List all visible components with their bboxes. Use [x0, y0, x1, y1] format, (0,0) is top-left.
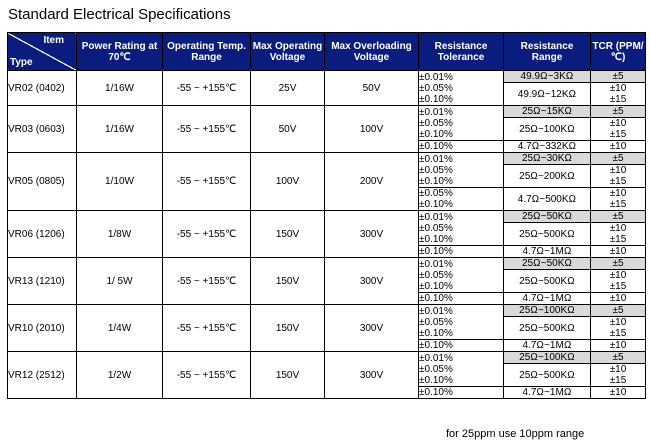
cell-line: ±0.10%	[419, 233, 453, 245]
tcr-cell	[591, 258, 646, 270]
cell-line: ±0.01%	[419, 258, 453, 270]
max-operating-voltage-cell: 150V	[251, 305, 325, 352]
footnote: for 25ppm use 10ppm range	[446, 428, 585, 440]
tolerance-cell	[419, 305, 504, 340]
spec-body	[8, 71, 646, 399]
cell-line: ±0.10%	[419, 175, 453, 187]
table-row	[8, 71, 646, 83]
table-row	[8, 305, 646, 317]
temp-range-cell: -55 ~ +155℃	[163, 106, 251, 153]
max-operating-voltage-cell: 50V	[251, 106, 325, 153]
cell-line: ±0.10%	[419, 128, 453, 140]
max-overloading-voltage-cell: 300V	[325, 211, 419, 258]
max-overloading-voltage-cell: 300V	[325, 352, 419, 399]
power-rating-cell: 1/16W	[77, 106, 163, 153]
tolerance-cell	[419, 246, 504, 258]
cell-line: ±5	[612, 305, 624, 316]
range-cell: 25Ω~500KΩ	[504, 270, 591, 293]
cell-line: ±10	[609, 141, 627, 152]
range-cell: 4.7Ω~1MΩ	[504, 246, 591, 258]
tolerance-cell	[419, 293, 504, 305]
page-title: Standard Electrical Specifications	[8, 6, 231, 23]
header-max-overloading-voltage: Max Overloading Voltage	[325, 33, 419, 71]
max-overloading-voltage-cell: 300V	[325, 258, 419, 305]
cell-line: ±5	[612, 153, 624, 164]
range-cell: 25Ω~50KΩ	[504, 211, 591, 223]
tcr-cell	[591, 305, 646, 317]
tolerance-cell	[419, 153, 504, 188]
cell-line: ±0.05%	[419, 269, 453, 281]
cell-line: ±0.01%	[419, 352, 453, 364]
cell-line: ±10	[609, 270, 627, 281]
power-rating-cell: 1/10W	[77, 153, 163, 211]
type-cell: VR05 (0805)	[8, 153, 77, 211]
tolerance-cell	[419, 211, 504, 246]
power-rating-cell: 1/8W	[77, 211, 163, 258]
range-cell: 4.7Ω~1MΩ	[504, 293, 591, 305]
range-cell: 4.7Ω~500KΩ	[504, 188, 591, 211]
tcr-cell	[591, 246, 646, 258]
max-operating-voltage-cell: 150V	[251, 211, 325, 258]
cell-line: ±0.01%	[419, 106, 453, 118]
power-rating-cell: 1/2W	[77, 352, 163, 399]
header-resistance-range: Resistance Range	[504, 33, 591, 71]
spec-table	[7, 32, 646, 399]
cell-line: ±0.10%	[419, 93, 453, 105]
range-cell: 25Ω~500KΩ	[504, 317, 591, 340]
max-operating-voltage-cell: 25V	[251, 71, 325, 106]
type-cell: VR12 (2512)	[8, 352, 77, 399]
header-operating-temp: Operating Temp. Range	[163, 33, 251, 71]
tcr-cell	[591, 188, 646, 211]
cell-line: ±5	[612, 106, 624, 117]
cell-line: ±0.05%	[419, 82, 453, 94]
cell-line: ±10	[609, 246, 627, 257]
temp-range-cell: -55 ~ +155℃	[163, 153, 251, 211]
tolerance-cell	[419, 106, 504, 141]
cell-line: ±0.10%	[419, 387, 453, 398]
header-type-label: Type	[10, 57, 33, 68]
cell-line: ±10	[609, 317, 627, 328]
type-cell: VR13 (1210)	[8, 258, 77, 305]
type-cell: VR06 (1206)	[8, 211, 77, 258]
type-cell: VR02 (0402)	[8, 71, 77, 106]
tolerance-cell	[419, 258, 504, 293]
tcr-cell	[591, 270, 646, 293]
cell-line: ±0.10%	[419, 374, 453, 386]
cell-line: ±10	[609, 364, 627, 375]
cell-line: ±0.10%	[419, 246, 453, 257]
tolerance-cell	[419, 340, 504, 352]
max-operating-voltage-cell: 100V	[251, 153, 325, 211]
cell-line: ±0.01%	[419, 71, 453, 83]
tcr-cell	[591, 352, 646, 364]
header-max-operating-voltage: Max Operating Voltage	[251, 33, 325, 71]
cell-line: ±5	[612, 71, 624, 82]
range-cell: 25Ω~500KΩ	[504, 223, 591, 246]
max-operating-voltage-cell: 150V	[251, 258, 325, 305]
header-item-label: Item	[43, 35, 64, 46]
cell-line: ±0.10%	[419, 280, 453, 292]
tcr-cell	[591, 340, 646, 352]
cell-line: ±0.05%	[419, 164, 453, 176]
type-cell: VR03 (0603)	[8, 106, 77, 153]
cell-line: ±15	[609, 176, 627, 187]
cell-line: ±15	[609, 199, 627, 210]
range-cell: 4.7Ω~1MΩ	[504, 387, 591, 399]
tcr-cell	[591, 83, 646, 106]
cell-line: ±0.10%	[419, 199, 453, 210]
max-overloading-voltage-cell: 100V	[325, 106, 419, 153]
range-cell: 4.7Ω~332KΩ	[504, 141, 591, 153]
tcr-cell	[591, 293, 646, 305]
table-row	[8, 352, 646, 364]
max-overloading-voltage-cell: 300V	[325, 305, 419, 352]
cell-line: ±0.05%	[419, 363, 453, 375]
range-cell: 25Ω~30KΩ	[504, 153, 591, 165]
tolerance-cell	[419, 387, 504, 399]
power-rating-cell: 1/16W	[77, 71, 163, 106]
max-overloading-voltage-cell: 50V	[325, 71, 419, 106]
range-cell: 25Ω~50KΩ	[504, 258, 591, 270]
table-row	[8, 211, 646, 223]
cell-line: ±15	[609, 375, 627, 386]
cell-line: ±10	[609, 118, 627, 129]
power-rating-cell: 1/4W	[77, 305, 163, 352]
range-cell: 49.9Ω~12KΩ	[504, 83, 591, 106]
temp-range-cell: -55 ~ +155℃	[163, 211, 251, 258]
max-operating-voltage-cell: 150V	[251, 352, 325, 399]
range-cell: 25Ω~500KΩ	[504, 364, 591, 387]
cell-line: ±0.10%	[419, 340, 453, 351]
type-cell: VR10 (2010)	[8, 305, 77, 352]
table-row	[8, 153, 646, 165]
cell-line: ±0.01%	[419, 153, 453, 165]
range-cell: 4.7Ω~1MΩ	[504, 340, 591, 352]
tcr-cell	[591, 141, 646, 153]
cell-line: ±10	[609, 387, 627, 398]
cell-line: ±5	[612, 211, 624, 222]
cell-line: ±5	[612, 258, 624, 269]
cell-line: ±0.05%	[419, 188, 453, 199]
header-power-rating: Power Rating at 70℃	[77, 33, 163, 71]
range-cell: 25Ω~100KΩ	[504, 352, 591, 364]
cell-line: ±0.05%	[419, 117, 453, 129]
cell-line: ±0.05%	[419, 316, 453, 328]
cell-line: ±5	[612, 352, 624, 363]
header-tcr: TCR (PPM/℃)	[591, 33, 646, 71]
range-cell: 25Ω~100KΩ	[504, 118, 591, 141]
tcr-cell	[591, 106, 646, 118]
power-rating-cell: 1/ 5W	[77, 258, 163, 305]
cell-line: ±0.05%	[419, 222, 453, 234]
cell-line: ±0.01%	[419, 211, 453, 223]
cell-line: ±10	[609, 83, 627, 94]
cell-line: ±0.10%	[419, 141, 453, 152]
cell-line: ±15	[609, 328, 627, 339]
table-row	[8, 106, 646, 118]
cell-line: ±10	[609, 340, 627, 351]
tcr-cell	[591, 165, 646, 188]
tolerance-cell	[419, 71, 504, 106]
tcr-cell	[591, 153, 646, 165]
temp-range-cell: -55 ~ +155℃	[163, 258, 251, 305]
cell-line: ±15	[609, 234, 627, 245]
temp-range-cell: -55 ~ +155℃	[163, 352, 251, 399]
table-row	[8, 258, 646, 270]
temp-range-cell: -55 ~ +155℃	[163, 305, 251, 352]
header-row	[8, 33, 646, 71]
cell-line: ±10	[609, 188, 627, 199]
cell-line: ±10	[609, 223, 627, 234]
tolerance-cell	[419, 352, 504, 387]
cell-line: ±15	[609, 281, 627, 292]
temp-range-cell: -55 ~ +155℃	[163, 71, 251, 106]
header-resistance-tolerance: Resistance Tolerance	[419, 33, 504, 71]
range-cell: 25Ω~15KΩ	[504, 106, 591, 118]
max-overloading-voltage-cell: 200V	[325, 153, 419, 211]
cell-line: ±0.10%	[419, 327, 453, 339]
tolerance-cell	[419, 141, 504, 153]
tcr-cell	[591, 118, 646, 141]
range-cell: 25Ω~200KΩ	[504, 165, 591, 188]
range-cell: 49.9Ω~3KΩ	[504, 71, 591, 83]
cell-line: ±10	[609, 293, 627, 304]
range-cell: 25Ω~100KΩ	[504, 305, 591, 317]
tcr-cell	[591, 387, 646, 399]
cell-line: ±15	[609, 94, 627, 105]
cell-line: ±0.01%	[419, 305, 453, 317]
tcr-cell	[591, 71, 646, 83]
tcr-cell	[591, 317, 646, 340]
cell-line: ±10	[609, 165, 627, 176]
header-item-type	[8, 33, 77, 71]
cell-line: ±15	[609, 129, 627, 140]
tolerance-cell	[419, 188, 504, 211]
cell-line: ±0.10%	[419, 293, 453, 304]
tcr-cell	[591, 364, 646, 387]
tcr-cell	[591, 223, 646, 246]
tcr-cell	[591, 211, 646, 223]
